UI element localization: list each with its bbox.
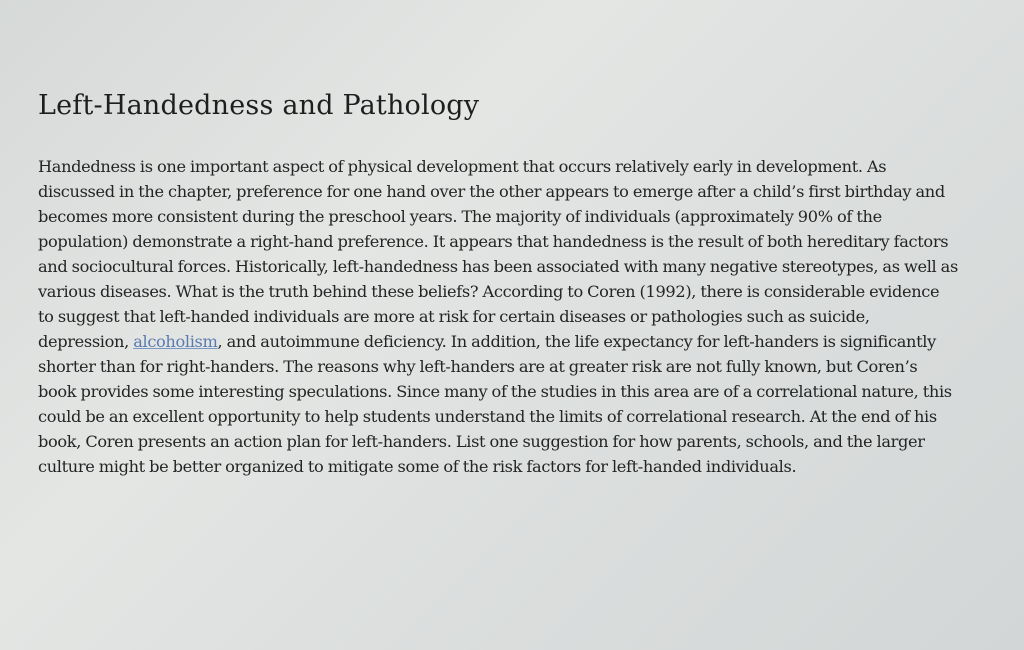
body-paragraph [38,154,958,479]
paragraph-text-end: , and autoimmune deficiency. In addition, the life expectancy for left-handers is significantly shorter than for right-handers. The reasons why left-handers are at greater risk are not fully known, but Coren’s book provides some interesting speculations. Since many of the studies in this area are of a correlational nature, this could be an excellent opportunity to help students understand the limits of correlational research. At the end of his book, Coren presents an action plan for left-handers. List one suggestion for how parents, schools, and the larger culture might be better organized to mitigate some of the risk factors for left-handed individuals. [38,332,952,476]
page-title: Left-Handedness and Pathology [38,90,480,121]
paragraph-text-start: Handedness is one important aspect of physical development that occurs relatively early in development. As discussed in the chapter, preference for one hand over the other appears to emerge after a child’s first birthday and becomes more consistent during the preschool years. The majority of individuals (approximately 90% of the population) demonstrate a right-hand preference. It appears that handedness is the result of both hereditary factors and sociocultural forces. Historically, left-handedness has been associated with many negative stereotypes, as well as various diseases. What is the truth behind these beliefs? According to Coren (1992), there is considerable evidence to suggest that left-handed individuals are more at risk for certain diseases or pathologies such as suicide, depression, [38,157,958,351]
alcoholism-link[interactable]: alcoholism [133,332,218,351]
